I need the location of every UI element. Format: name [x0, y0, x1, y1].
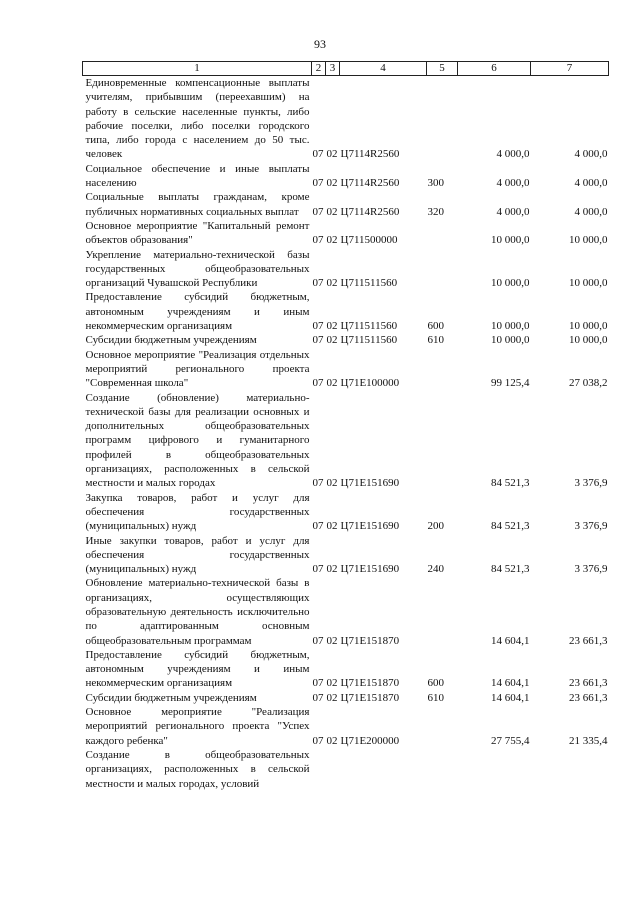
amount-year-1: 4 000,0 — [496, 205, 530, 218]
amount-year-2: 23 661,3 — [569, 691, 608, 704]
expense-type-code: 300 — [427, 177, 444, 190]
target-article-code: Ц711500000 — [340, 234, 398, 247]
subsection-code: 02 — [326, 634, 338, 647]
expense-type-code — [427, 219, 458, 248]
amount-year-1: 14 604,1 — [491, 691, 530, 704]
row-description: Основное мероприятие "Капитальный ремонт объектов образования" — [85, 219, 310, 247]
row-description: Обновление материально-технической базы в организациях, осуществляющих образовательную деятельность исключительно по адаптированным основным общеобразовательным программам — [85, 577, 310, 647]
subsection-code — [326, 748, 340, 791]
table-row — [83, 348, 609, 391]
row-description: Предоставление субсидий бюджетным, автономным учреждениям и иным некоммерческим организациям — [85, 291, 310, 333]
section-code: 07 — [312, 277, 324, 290]
table-row — [83, 391, 609, 491]
target-article-code: Ц7114R2560 — [340, 148, 400, 161]
amount-year-2: 3 376,9 — [574, 477, 608, 490]
amount-year-1: 14 604,1 — [491, 677, 530, 690]
row-description: Иные закупки товаров, работ и услуг для обеспечения государственных (муниципальных) нужд — [85, 534, 310, 576]
subsection-code: 02 — [326, 334, 338, 347]
expense-type-code — [427, 76, 458, 162]
amount-year-1: 10 000,0 — [491, 320, 530, 333]
row-description: Субсидии бюджетным учреждениям — [85, 691, 257, 704]
table-body — [83, 76, 609, 791]
section-code: 07 — [312, 734, 324, 747]
target-article-code: Ц71Е151870 — [340, 691, 400, 704]
subsection-code: 02 — [326, 177, 338, 190]
target-article-code: Ц71Е151690 — [340, 563, 400, 576]
amount-year-1: 4 000,0 — [496, 177, 530, 190]
amount-year-1: 84 521,3 — [491, 477, 530, 490]
amount-year-2: 3 376,9 — [574, 520, 608, 533]
target-article-code: Ц711511560 — [340, 320, 398, 333]
amount-year-2 — [531, 748, 609, 791]
section-code: 07 — [312, 377, 324, 390]
amount-year-2: 10 000,0 — [569, 277, 608, 290]
subsection-code: 02 — [326, 691, 338, 704]
amount-year-2: 10 000,0 — [569, 334, 608, 347]
expense-type-code: 240 — [427, 563, 444, 576]
amount-year-2: 4 000,0 — [574, 177, 608, 190]
expense-type-code: 320 — [427, 205, 444, 218]
target-article-code: Ц71Е200000 — [340, 734, 400, 747]
row-description: Создание в общеобразовательных организациях, расположенных в сельской местности и малых городах, условий — [85, 748, 310, 790]
target-article-code — [340, 748, 427, 791]
subsection-code: 02 — [326, 320, 338, 333]
subsection-code: 02 — [326, 520, 338, 533]
section-code: 07 — [312, 205, 324, 218]
expense-type-code — [427, 705, 458, 748]
target-article-code: Ц7114R2560 — [340, 177, 400, 190]
amount-year-1 — [458, 748, 531, 791]
subsection-code: 02 — [326, 234, 338, 247]
header-col-2: 2 — [312, 62, 326, 76]
section-code: 07 — [312, 634, 324, 647]
amount-year-2: 21 335,4 — [569, 734, 608, 747]
expense-type-code: 610 — [427, 691, 444, 704]
table-row — [83, 748, 609, 791]
expense-type-code — [427, 748, 458, 791]
amount-year-1: 4 000,0 — [496, 148, 530, 161]
subsection-code: 02 — [326, 277, 338, 290]
expense-type-code: 600 — [427, 677, 444, 690]
header-col-1: 1 — [83, 62, 312, 76]
expense-type-code: 600 — [427, 320, 444, 333]
table-row — [83, 491, 609, 534]
table-row — [83, 190, 609, 219]
section-code: 07 — [312, 677, 324, 690]
table-row — [83, 648, 609, 691]
amount-year-1: 14 604,1 — [491, 634, 530, 647]
section-code: 07 — [312, 320, 324, 333]
table-row — [83, 219, 609, 248]
table-row — [83, 705, 609, 748]
section-code: 07 — [312, 563, 324, 576]
expense-type-code — [427, 248, 458, 291]
target-article-code: Ц711511560 — [340, 277, 398, 290]
header-row — [83, 62, 609, 76]
table-row — [83, 290, 609, 333]
amount-year-2: 4 000,0 — [574, 205, 608, 218]
table-row — [83, 691, 609, 705]
target-article-code: Ц7114R2560 — [340, 205, 400, 218]
target-article-code: Ц71Е151870 — [340, 634, 400, 647]
amount-year-1: 10 000,0 — [491, 334, 530, 347]
row-description: Субсидии бюджетным учреждениям — [85, 334, 257, 347]
table-row — [83, 333, 609, 347]
subsection-code: 02 — [326, 677, 338, 690]
amount-year-2: 23 661,3 — [569, 634, 608, 647]
amount-year-2: 23 661,3 — [569, 677, 608, 690]
table-row — [83, 576, 609, 647]
amount-year-2: 10 000,0 — [569, 234, 608, 247]
target-article-code: Ц71Е100000 — [340, 377, 400, 390]
amount-year-2: 10 000,0 — [569, 320, 608, 333]
subsection-code: 02 — [326, 563, 338, 576]
table-row — [83, 534, 609, 577]
section-code: 07 — [312, 234, 324, 247]
amount-year-1: 84 521,3 — [491, 520, 530, 533]
section-code: 07 — [312, 520, 324, 533]
header-col-3: 3 — [326, 62, 340, 76]
row-description: Предоставление субсидий бюджетным, автономным учреждениям и иным некоммерческим организациям — [85, 648, 310, 690]
expense-type-code: 200 — [427, 520, 444, 533]
subsection-code: 02 — [326, 734, 338, 747]
target-article-code: Ц711511560 — [340, 334, 398, 347]
header-col-7: 7 — [531, 62, 609, 76]
target-article-code: Ц71Е151690 — [340, 520, 400, 533]
target-article-code: Ц71Е151870 — [340, 677, 400, 690]
row-description: Социальные выплаты гражданам, кроме публичных нормативных социальных выплат — [85, 191, 310, 218]
amount-year-1: 99 125,4 — [491, 377, 530, 390]
section-code: 07 — [312, 334, 324, 347]
row-description: Единовременные компенсационные выплаты учителям, прибывшим (переехавшим) на работу в сельские населенные пункты, либо рабочие поселки, либо поселки городского типа, либо города с населением до 50 тыс. человек — [85, 77, 310, 161]
expense-type-code — [427, 576, 458, 647]
amount-year-1: 10 000,0 — [491, 277, 530, 290]
table-header — [83, 62, 609, 76]
header-col-6: 6 — [458, 62, 531, 76]
subsection-code: 02 — [326, 377, 338, 390]
section-code: 07 — [312, 148, 324, 161]
amount-year-2: 27 038,2 — [569, 377, 608, 390]
section-code: 07 — [312, 691, 324, 704]
header-col-4: 4 — [340, 62, 427, 76]
amount-year-2: 3 376,9 — [574, 563, 608, 576]
subsection-code: 02 — [326, 205, 338, 218]
amount-year-2: 4 000,0 — [574, 148, 608, 161]
row-description: Основное мероприятие "Реализация отдельных мероприятий регионального проекта "Современная школа" — [85, 348, 310, 390]
amount-year-1: 84 521,3 — [491, 563, 530, 576]
budget-table — [82, 61, 609, 791]
row-description: Создание (обновление) материально-технической базы для реализации основных и дополнительных общеобразовательных программ цифрового и гуманитарного профилей в общеобразовательных организациях, расположенных в сельской местности и малых городах — [85, 391, 310, 490]
header-col-5: 5 — [427, 62, 458, 76]
page-number: 93 — [314, 37, 326, 51]
subsection-code: 02 — [326, 477, 338, 490]
target-article-code: Ц71Е151690 — [340, 477, 400, 490]
section-code: 07 — [312, 477, 324, 490]
amount-year-1: 27 755,4 — [491, 734, 530, 747]
amount-year-1: 10 000,0 — [491, 234, 530, 247]
expense-type-code — [427, 348, 458, 391]
table-row — [83, 162, 609, 191]
row-description: Социальное обеспечение и иные выплаты населению — [85, 162, 310, 190]
table-row — [83, 76, 609, 162]
section-code — [312, 748, 326, 791]
table-row — [83, 248, 609, 291]
subsection-code: 02 — [326, 148, 338, 161]
row-description: Закупка товаров, работ и услуг для обеспечения государственных (муниципальных) нужд — [85, 491, 310, 533]
section-code: 07 — [312, 177, 324, 190]
expense-type-code: 610 — [427, 334, 444, 347]
row-description: Основное мероприятие "Реализация мероприятий регионального проекта "Успех каждого ребенка" — [85, 706, 310, 747]
expense-type-code — [427, 391, 458, 491]
row-description: Укрепление материально-технической базы государственных общеобразовательных организаций Чувашской Республики — [85, 248, 310, 290]
